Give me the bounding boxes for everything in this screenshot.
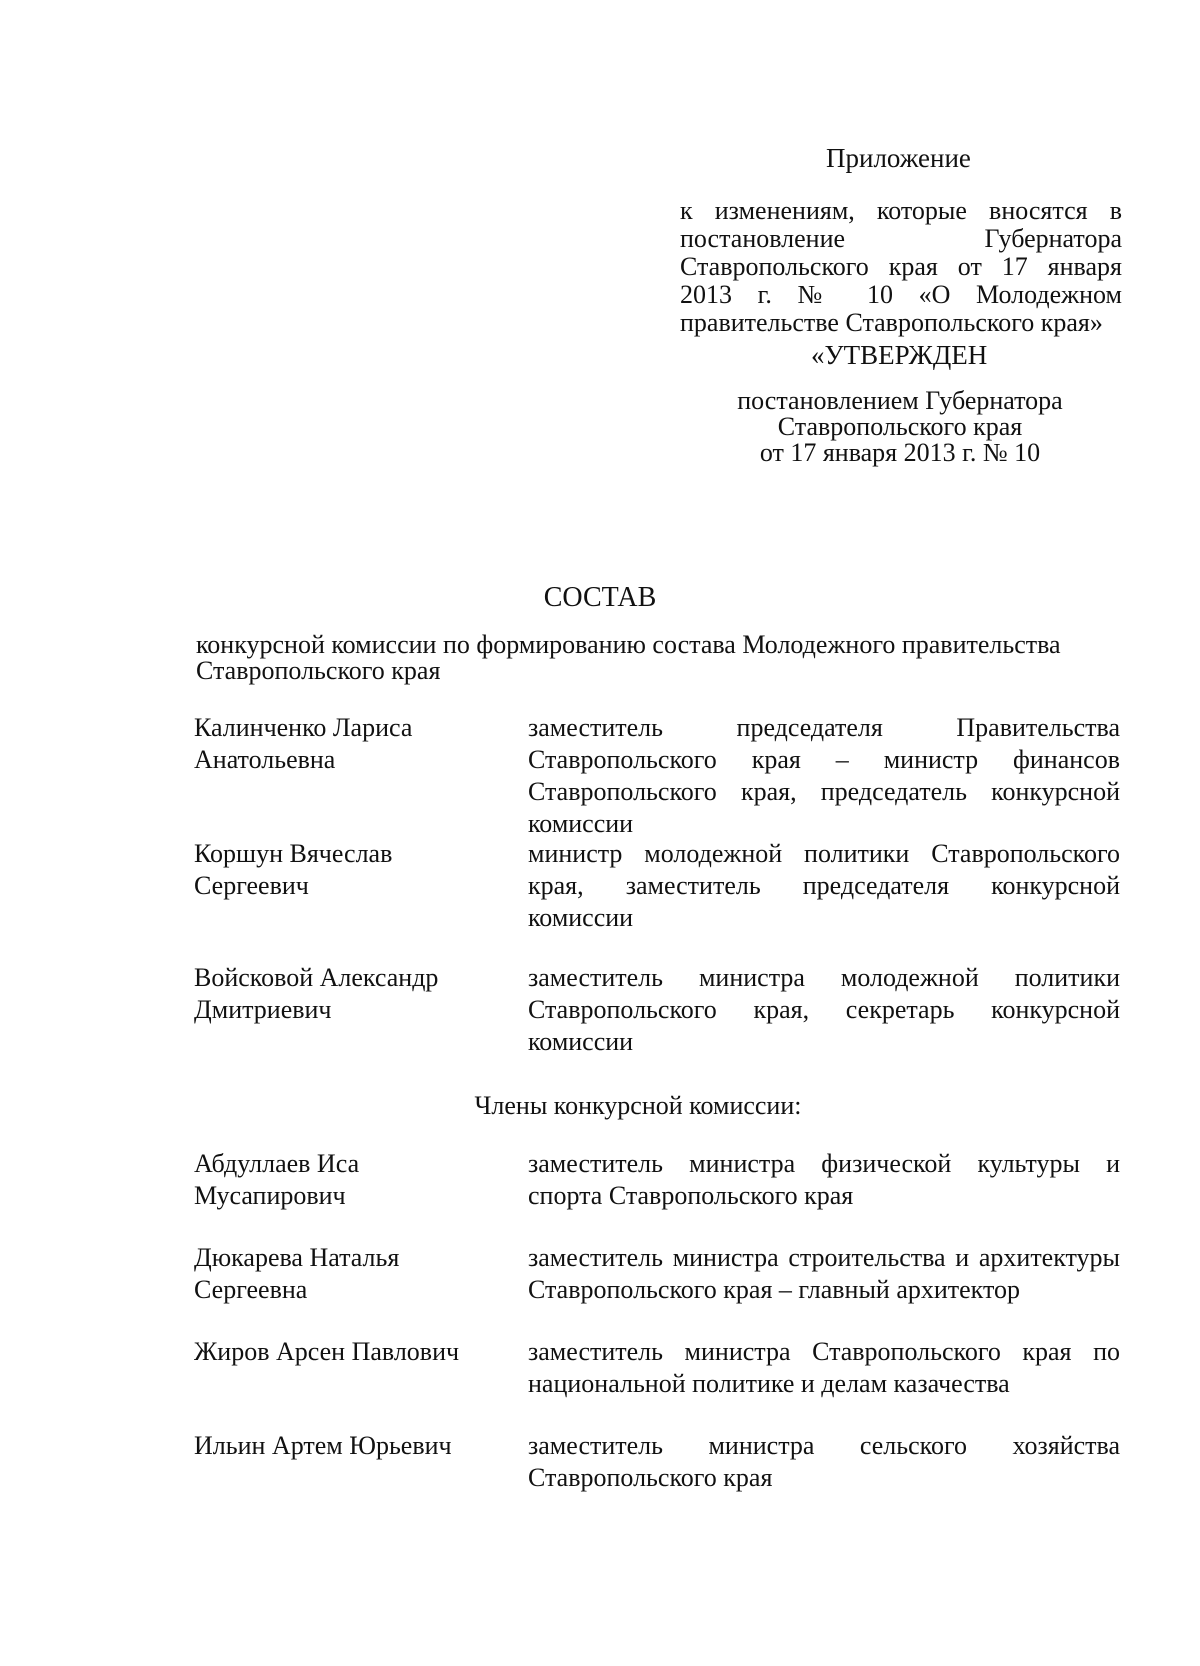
approval-title: «УТВЕРЖДЕН bbox=[811, 340, 988, 370]
member-role: заместитель министра сельского хозяйства Ставропольского края bbox=[528, 1431, 1120, 1492]
member-name: Дюкарева Наталья Сергеевна bbox=[194, 1243, 400, 1304]
member-name: Войсковой Александр Дмитриевич bbox=[194, 963, 439, 1024]
member-role: заместитель министра Ставропольского края по национальной политике и делам казачества bbox=[528, 1337, 1120, 1398]
member-name: Ильин Артем Юрьевич bbox=[194, 1431, 452, 1460]
member-role: заместитель председателя Правительства Ставропольского края – министр финансов Ставропольского края, председатель конкурсной комиссии bbox=[528, 713, 1120, 838]
members-section-label: Члены конкурсной комиссии: bbox=[474, 1091, 802, 1120]
member-name: Жиров Арсен Павлович bbox=[194, 1337, 460, 1366]
approval-line-1: постановлением Губернатора bbox=[737, 386, 1063, 415]
member-name: Калинченко Лариса Анатольевна bbox=[194, 713, 413, 774]
member-role: заместитель министра строительства и архитектуры Ставропольского края – главный архитектор bbox=[528, 1243, 1120, 1304]
member-name: Абдуллаев Иса Мусапирович bbox=[194, 1149, 360, 1210]
member-role: заместитель министра физической культуры и спорта Ставропольского края bbox=[528, 1149, 1120, 1210]
appendix-reference: к изменениям, которые вносятся в постановление Губернатора Ставропольского края от 17 января 2013 г. № 10 «О Молодежном правительстве Ставропольского края» bbox=[680, 196, 1122, 337]
member-role: министр молодежной политики Ставропольского края, заместитель председателя конкурсной комиссии bbox=[528, 839, 1120, 932]
approval-line-2: Ставропольского края bbox=[777, 412, 1023, 441]
composition-heading: СОСТАВ bbox=[543, 582, 657, 613]
composition-subheading: конкурсной комиссии по формированию состава Молодежного правительства Ставропольского края bbox=[196, 630, 1061, 685]
approval-block bbox=[690, 388, 1110, 466]
member-role: заместитель министра молодежной политики Ставропольского края, секретарь конкурсной комиссии bbox=[528, 963, 1120, 1056]
appendix-title: Приложение bbox=[826, 143, 971, 173]
member-name: Коршун Вячеслав Сергеевич bbox=[194, 839, 393, 900]
approval-line-3: от 17 января 2013 г. № 10 bbox=[759, 438, 1041, 467]
